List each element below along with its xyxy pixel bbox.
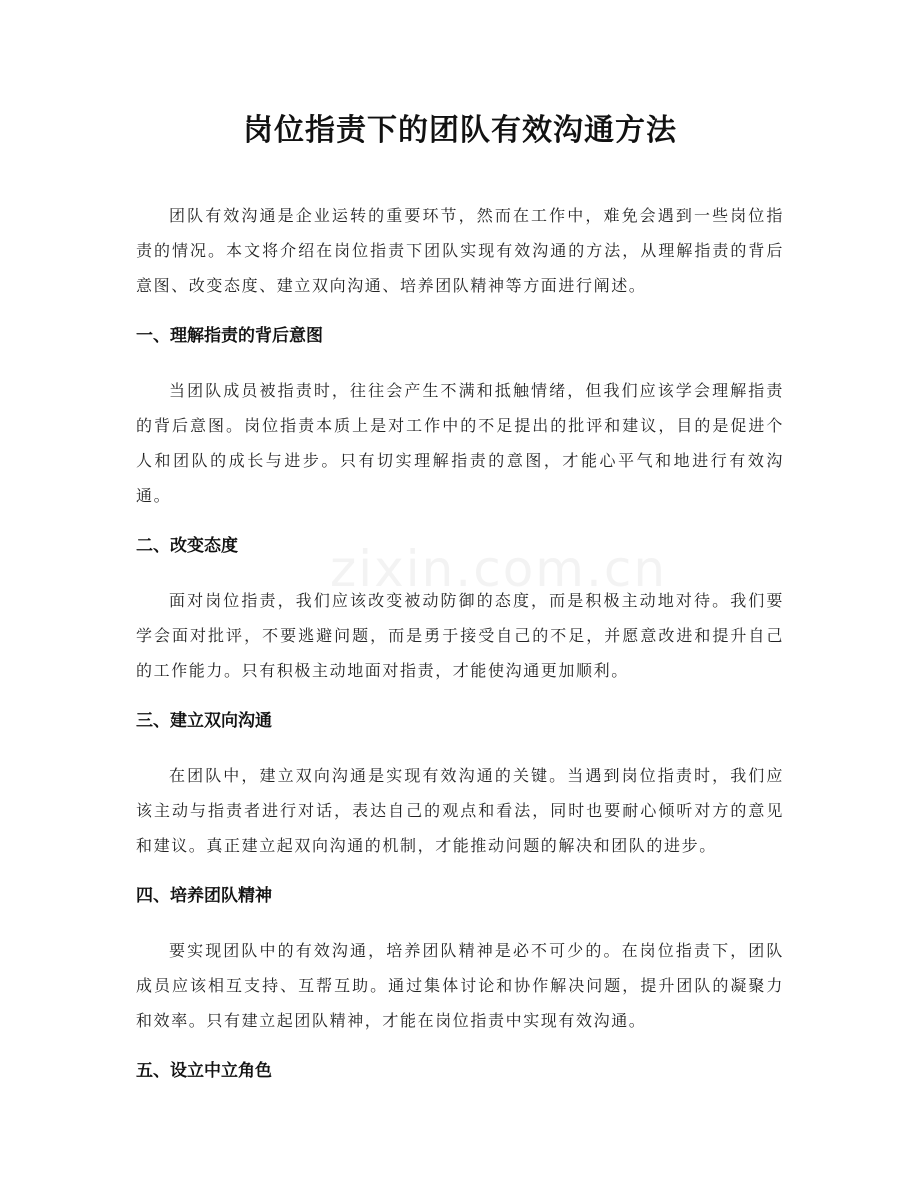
section-body: 在团队中，建立双向沟通是实现有效沟通的关键。当遇到岗位指责时，我们应该主动与指责者进行对话，表达自己的观点和看法，同时也要耐心倾听对方的意见和建议。真正建立起双向沟通的机制，才能推动问题的解决和团队的进步。 <box>136 766 784 855</box>
section-heading: 五、设立中立角色 <box>136 1061 272 1081</box>
section-body: 当团队成员被指责时，往往会产生不满和抵触情绪，但我们应该学会理解指责的背后意图。岗位指责本质上是对工作中的不足提出的批评和建议，目的是促进个人和团队的成长与进步。只有切实理解指责的意图，才能心平气和地进行有效沟通。 <box>136 381 784 505</box>
section-4 <box>136 881 784 1038</box>
section-heading: 一、理解指责的背后意图 <box>136 326 323 346</box>
section-2 <box>136 531 784 688</box>
section-1 <box>136 321 784 513</box>
intro-paragraph: 团队有效沟通是企业运转的重要环节，然而在工作中，难免会遇到一些岗位指责的情况。本文将介绍在岗位指责下团队实现有效沟通的方法，从理解指责的背后意图、改变态度、建立双向沟通、培养团队精神等方面进行阐述。 <box>136 206 784 295</box>
section-heading: 三、建立双向沟通 <box>136 711 272 731</box>
document-title: 岗位指责下的团队有效沟通方法 <box>243 113 677 148</box>
watermark: zixin.com.cn <box>330 540 668 598</box>
section-heading: 二、改变态度 <box>136 536 238 556</box>
section-body: 要实现团队中的有效沟通，培养团队精神是必不可少的。在岗位指责下，团队成员应该相互支持、互帮互助。通过集体讨论和协作解决问题，提升团队的凝聚力和效率。只有建立起团队精神，才能在岗位指责中实现有效沟通。 <box>136 941 784 1030</box>
section-body: 面对岗位指责，我们应该改变被动防御的态度，而是积极主动地对待。我们要学会面对批评，不要逃避问题，而是勇于接受自己的不足，并愿意改进和提升自己的工作能力。只有积极主动地面对指责，才能使沟通更加顺利。 <box>136 591 784 680</box>
section-3 <box>136 706 784 863</box>
section-heading: 四、培养团队精神 <box>136 886 272 906</box>
section-5 <box>136 1056 784 1086</box>
